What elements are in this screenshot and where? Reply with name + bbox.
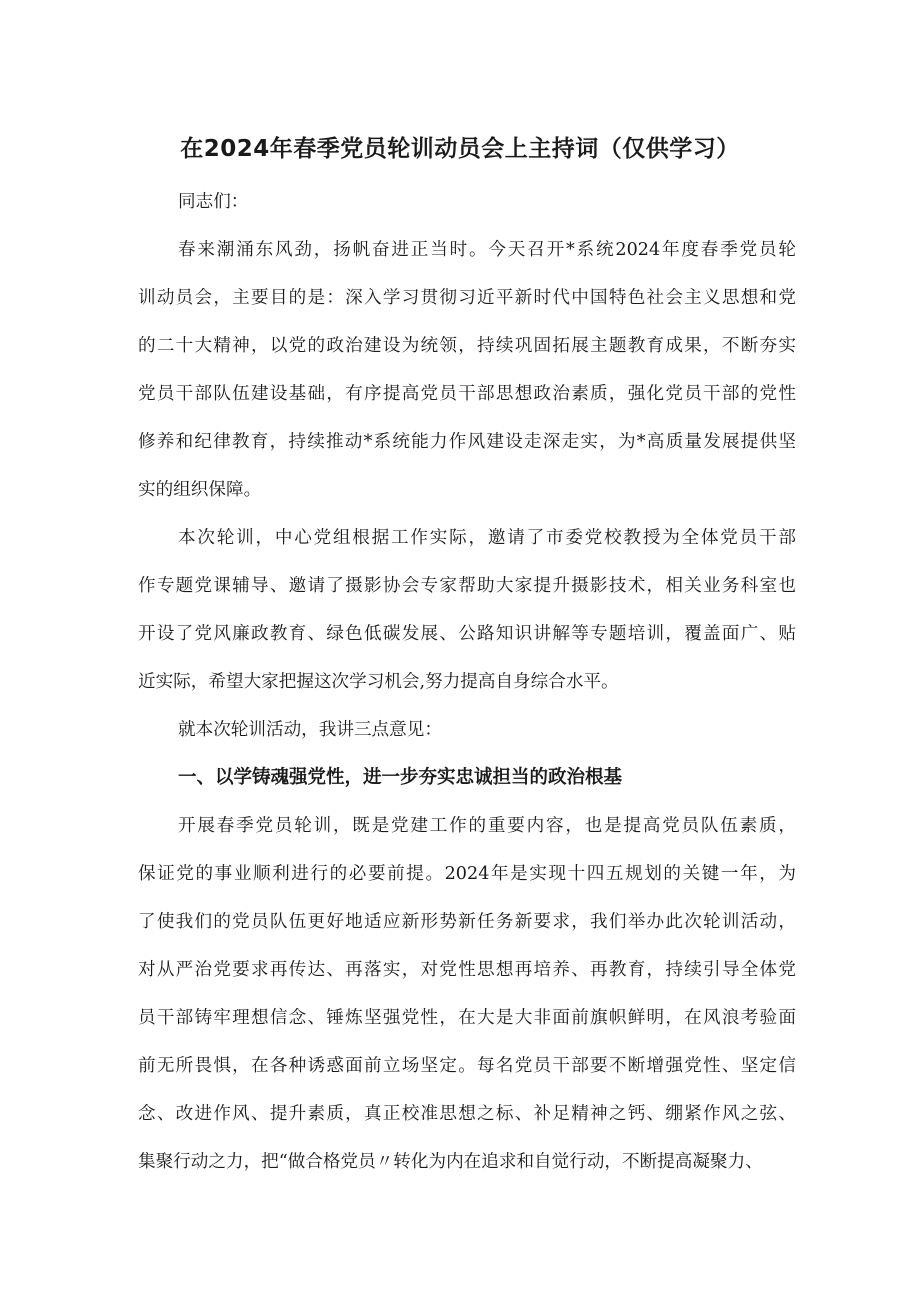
text-line: 本次轮训，中心党组根据工作实际，邀请了市委党校教授为全体党员干部 [178, 528, 796, 548]
paragraph [138, 226, 796, 514]
text-line: 作专题党课辅导、邀请了摄影协会专家帮助大家提升摄影技术，相关业务科室也 [138, 576, 796, 596]
text-line: 念、改进作风、提升素质，真正校准思想之标、补足精神之钙、绷紧作风之弦、 [138, 1104, 796, 1124]
text-line: 实的组织保障。 [138, 480, 262, 500]
text-line: 保证党的事业顺利进行的必要前提。2024年是实现十四五规划的关键一年，为 [138, 864, 796, 884]
text-line: 员干部铸牢理想信念、锤炼坚强党性，在大是大非面前旗帜鲜明，在风浪考验面 [138, 1008, 796, 1028]
text-line: 春来潮涌东风劲，扬帆奋进正当时。今天召开*系统2024年度春季党员轮 [178, 240, 796, 260]
text-line: 了使我们的党员队伍更好地适应新形势新任务新要求，我们举办此次轮训活动， [138, 912, 796, 932]
text-line: 集聚行动之力，把“做合格党员〃转化为内在追求和自觉行动，不断提高凝聚力、 [138, 1152, 763, 1172]
text-line: 就本次轮训活动，我讲三点意见： [178, 720, 442, 740]
text-line: 对从严治党要求再传达、再落实，对党性思想再培养、再教育，持续引导全体党 [138, 960, 796, 980]
text-line: 前无所畏惧，在各种诱惑面前立场坚定。每名党员干部要不断增强党性、坚定信 [138, 1056, 796, 1076]
text-line: 近实际，希望大家把握这次学习机会,努力提高自身综合水平。 [138, 672, 619, 692]
document-title: 在2024年春季党员轮训动员会上主持词（仅供学习） [180, 136, 740, 162]
section-heading [138, 754, 796, 802]
text-line: 的二十大精神，以党的政治建设为统领，持续巩固拓展主题教育成果，不断夯实 [138, 336, 796, 356]
text-line: 一、以学铸魂强党性，进一步夯实忠诚担当的政治根基 [178, 767, 623, 788]
text-line: 开展春季党员轮训，既是党建工作的重要内容，也是提高党员队伍素质， [178, 816, 796, 836]
paragraph [138, 514, 796, 706]
document-body [138, 178, 796, 1186]
text-line: 党员干部队伍建设基础，有序提高党员干部思想政治素质，强化党员干部的党性 [138, 384, 796, 404]
text-line: 开设了党风廉政教育、绿色低碳发展、公路知识讲解等专题培训，覆盖面广、贴 [138, 624, 796, 644]
salutation: 同志们： [178, 192, 249, 212]
text-line: 修养和纪律教育，持续推动*系统能力作风建设走深走实，为*高质量发展提供坚 [138, 432, 796, 452]
paragraph [138, 706, 796, 754]
text-line: 训动员会，主要目的是：深入学习贯彻习近平新时代中国特色社会主义思想和党 [138, 288, 796, 308]
paragraph [138, 802, 796, 1186]
paragraph-list [138, 226, 796, 1186]
